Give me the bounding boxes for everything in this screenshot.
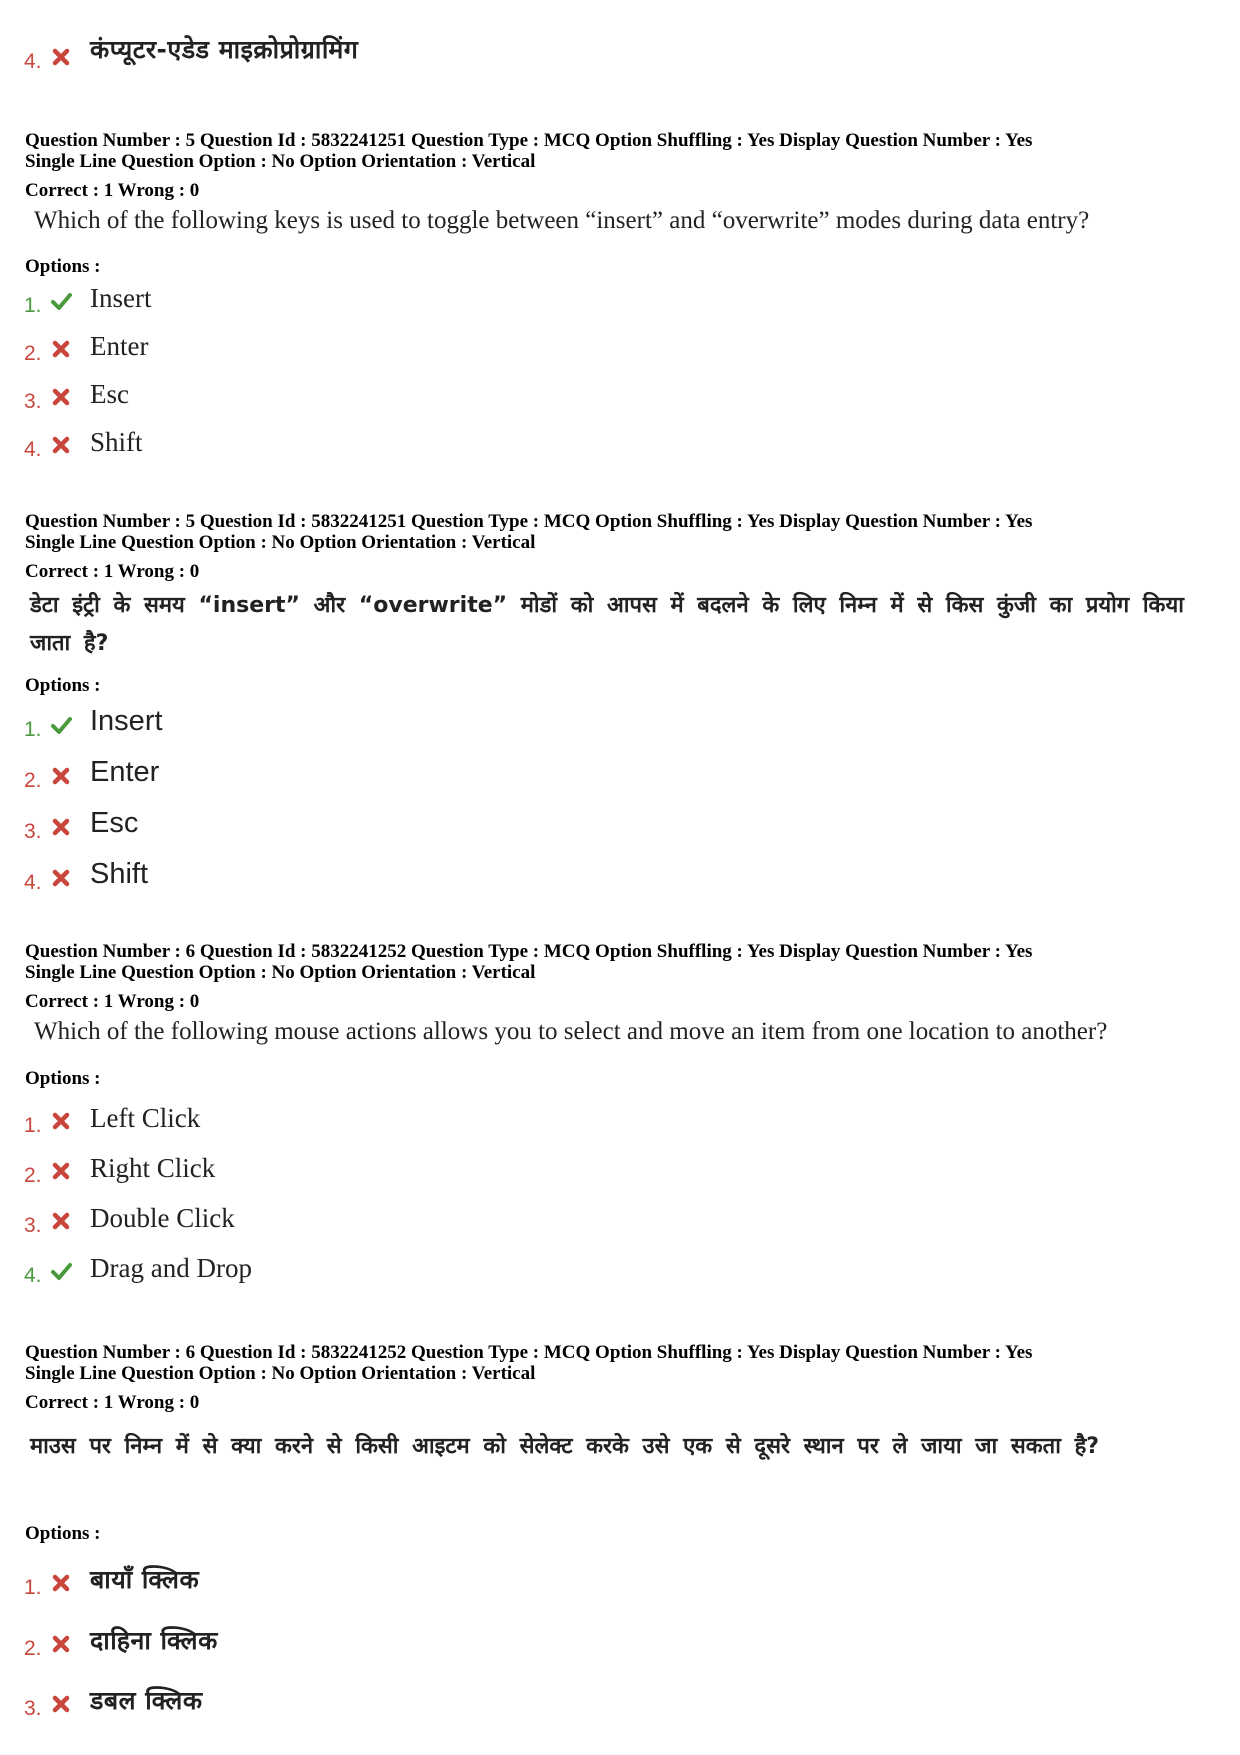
option-number: 1. (24, 1576, 42, 1599)
score-line: Correct : 1 Wrong : 0 (25, 1392, 200, 1413)
question-text: डेटा इंट्री के समय “insert” और “overwrite” मोडों को आपस में बदलने के लिए निम्न में से किस कुंजी का प्रयोग किया जाता है? (30, 593, 1184, 656)
option-row[interactable] (24, 1096, 1174, 1140)
cross-icon (50, 867, 72, 889)
option-row[interactable] (24, 1146, 1174, 1190)
options-label: Options : (25, 675, 101, 696)
cross-icon (50, 816, 72, 838)
score-line: Correct : 1 Wrong : 0 (25, 180, 200, 201)
option-text: Left Click (90, 1103, 201, 1133)
option-text: बायाँ क्लिक (90, 1565, 200, 1594)
option-text: दाहिना क्लिक (90, 1626, 218, 1655)
option-row[interactable] (24, 1679, 1174, 1723)
option-row[interactable] (24, 372, 1174, 416)
cross-icon (50, 765, 72, 787)
option-number: 4. (24, 1264, 42, 1287)
option-row[interactable] (24, 276, 1174, 320)
option-row[interactable] (24, 853, 1174, 897)
option-text: Drag and Drop (90, 1253, 252, 1283)
option-row[interactable] (24, 1196, 1174, 1240)
question-meta (25, 130, 1225, 201)
score-line: Correct : 1 Wrong : 0 (25, 561, 200, 582)
option-text: Shift (90, 427, 143, 457)
option-text: Right Click (90, 1153, 216, 1183)
meta-line-1: Question Number : 5 Question Id : 5832241251 Question Type : MCQ Option Shuffling : Yes Display Question Number : Yes (25, 130, 1033, 151)
option-row[interactable] (24, 751, 1174, 795)
question-meta (25, 511, 1225, 582)
option-text: Enter (90, 331, 149, 361)
cross-icon (50, 1633, 72, 1655)
option-number: 1. (24, 1114, 42, 1137)
option-number: 2. (24, 1164, 42, 1187)
option-row (24, 32, 1174, 76)
cross-icon (50, 1160, 72, 1182)
cross-icon (50, 386, 72, 408)
option-number: 2. (24, 342, 42, 365)
cross-icon (50, 1572, 72, 1594)
cross-icon (50, 434, 72, 456)
option-number: 3. (24, 390, 42, 413)
meta-line-2: Single Line Question Option : No Option Orientation : Vertical (25, 962, 536, 983)
meta-line-2: Single Line Question Option : No Option Orientation : Vertical (25, 532, 536, 553)
option-text: डबल क्लिक (90, 1686, 203, 1715)
meta-line-2: Single Line Question Option : No Option Orientation : Vertical (25, 151, 536, 172)
options-label: Options : (25, 1068, 101, 1089)
option-row[interactable] (24, 1558, 1174, 1602)
question-meta (25, 1342, 1225, 1413)
meta-line-1: Question Number : 5 Question Id : 5832241251 Question Type : MCQ Option Shuffling : Yes Display Question Number : Yes (25, 511, 1033, 532)
option-row[interactable] (24, 1246, 1174, 1290)
cross-icon (50, 1210, 72, 1232)
option-number: 3. (24, 1697, 42, 1720)
cross-icon (50, 1110, 72, 1132)
option-number: 2. (24, 769, 42, 792)
option-text: Esc (90, 379, 129, 409)
option-row[interactable] (24, 700, 1174, 744)
option-text: Double Click (90, 1203, 235, 1233)
meta-line-2: Single Line Question Option : No Option Orientation : Vertical (25, 1363, 536, 1384)
option-row[interactable] (24, 1619, 1174, 1663)
option-text: कंप्यूटर-एडेड माइक्रोप्रोग्रामिंग (90, 35, 359, 64)
question-meta (25, 941, 1225, 1012)
question-text: Which of the following keys is used to toggle between “insert” and “overwrite” modes during data entry? (34, 207, 1090, 234)
option-number: 1. (24, 718, 42, 741)
option-number: 4. (24, 438, 42, 461)
option-text: Insert (90, 283, 152, 313)
option-text: Enter (90, 756, 160, 788)
option-number: 4. (24, 50, 42, 73)
cross-icon (50, 338, 72, 360)
option-row[interactable] (24, 420, 1174, 464)
option-number: 1. (24, 294, 42, 317)
options-label: Options : (25, 256, 101, 277)
option-text: Shift (90, 858, 149, 890)
option-number: 2. (24, 1637, 42, 1660)
option-row[interactable] (24, 802, 1174, 846)
options-label: Options : (25, 1523, 101, 1544)
meta-line-1: Question Number : 6 Question Id : 5832241252 Question Type : MCQ Option Shuffling : Yes Display Question Number : Yes (25, 941, 1033, 962)
option-text: Insert (90, 705, 163, 737)
option-number: 3. (24, 1214, 42, 1237)
option-text: Esc (90, 807, 139, 839)
meta-line-1: Question Number : 6 Question Id : 5832241252 Question Type : MCQ Option Shuffling : Yes Display Question Number : Yes (25, 1342, 1033, 1363)
question-text: Which of the following mouse actions allows you to select and move an item from one location to another? (34, 1018, 1108, 1045)
score-line: Correct : 1 Wrong : 0 (25, 991, 200, 1012)
question-text: माउस पर निम्न में से क्या करने से किसी आइटम को सेलेक्ट करके उसे एक से दूसरे स्थान पर ले जाया जा सकता है? (30, 1434, 1100, 1459)
check-icon (50, 290, 72, 312)
option-row[interactable] (24, 324, 1174, 368)
check-icon (50, 714, 72, 736)
cross-icon (50, 1693, 72, 1715)
option-number: 4. (24, 871, 42, 894)
check-icon (50, 1260, 72, 1282)
cross-icon (50, 46, 72, 68)
option-number: 3. (24, 820, 42, 843)
